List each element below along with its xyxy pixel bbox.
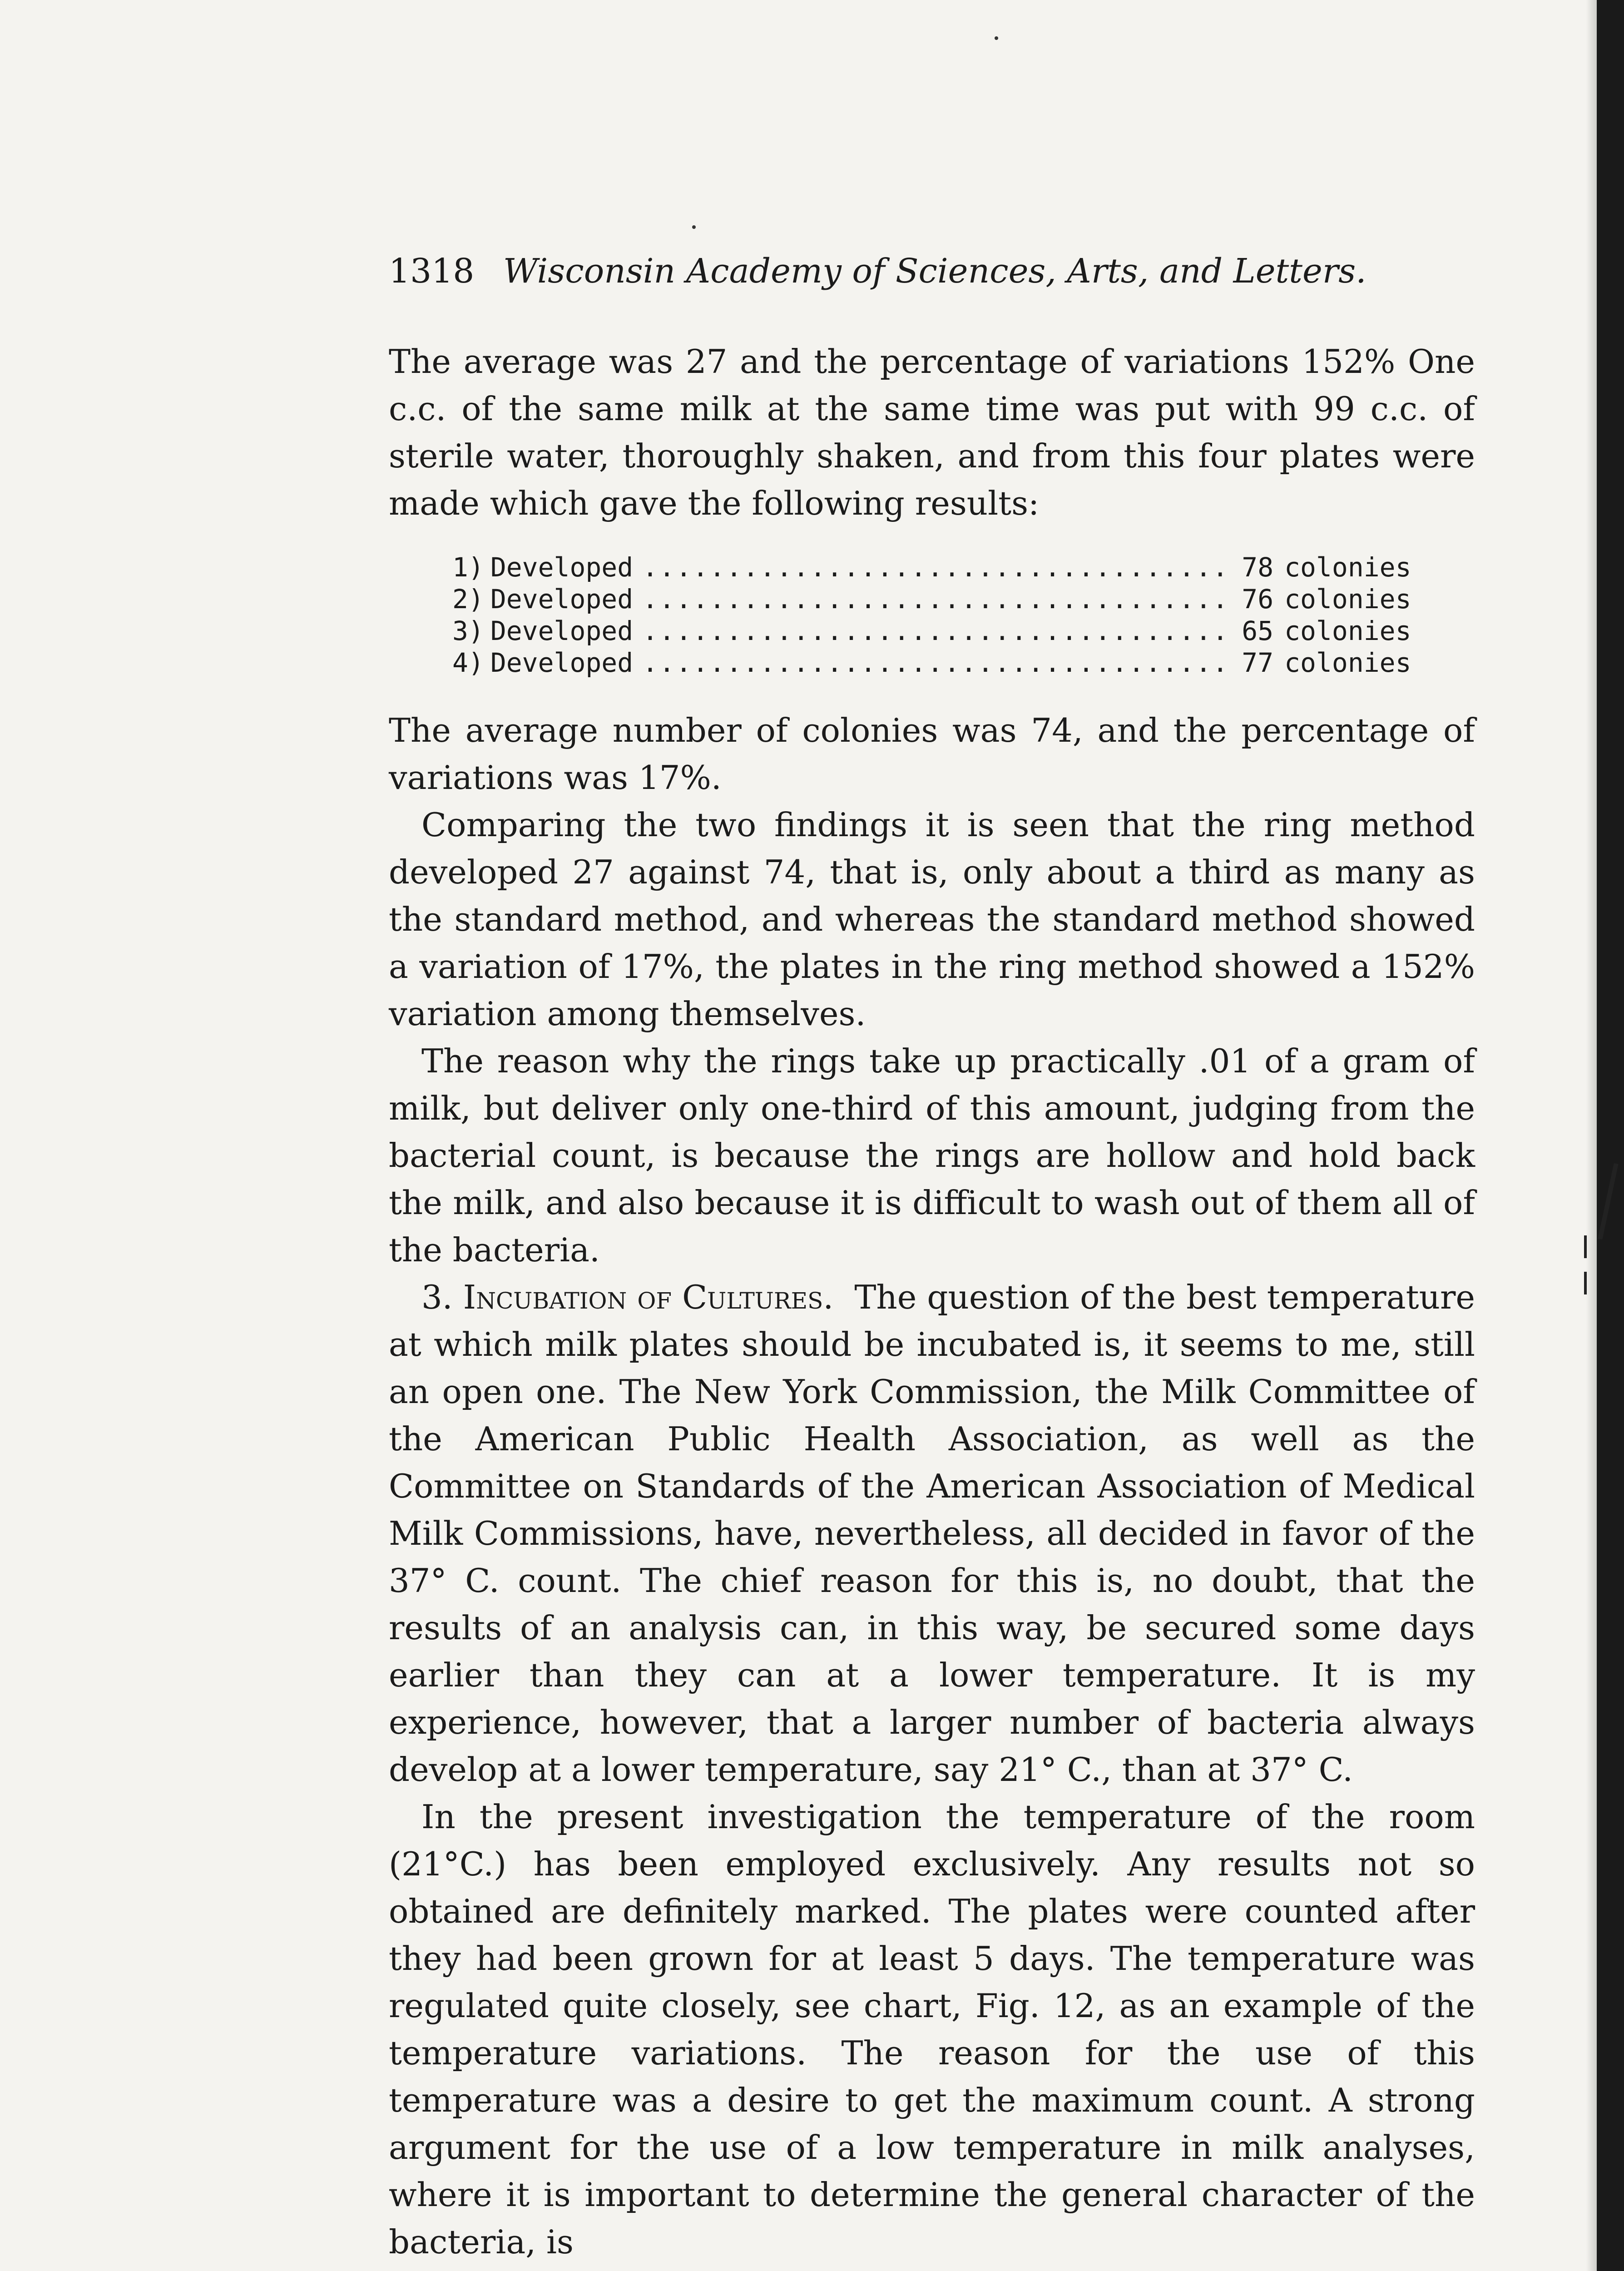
row-number: 1) [452, 552, 484, 583]
colony-unit: colonies [1284, 584, 1411, 615]
results-row [452, 551, 1411, 583]
page-edge-shadow [1586, 0, 1597, 2271]
scan-border [1597, 0, 1624, 2271]
paragraph: Comparing the two findings it is seen that the ring method developed 27 against 74, that is, only about a third as many as the standard method, and whereas the standard method showed a variation of 17%, the plates in the ring method showed a 152% variation among themselves. [389, 806, 1475, 1033]
dot-leader: ................................... [642, 615, 1229, 646]
dot-leader: ................................... [642, 584, 1229, 615]
row-label: Developed [490, 584, 634, 615]
margin-mark [1584, 1235, 1587, 1258]
page-number: 1318 [389, 252, 475, 291]
running-head [389, 252, 1475, 291]
margin-mark [1584, 1272, 1587, 1294]
scan-speck [995, 36, 998, 40]
results-row [452, 615, 1411, 647]
colony-count: 65 [1242, 615, 1274, 646]
row-number: 3) [452, 615, 484, 646]
colony-count: 77 [1242, 647, 1274, 678]
paragraph: The average was 27 and the percentage of variations 152% One c.c. of the same milk at the same time was put with 99 c.c. of sterile water, thoroughly shaken, and from this four plates were made which gave the following results: [389, 342, 1475, 522]
row-label: Developed [490, 615, 634, 646]
paragraph: The reason why the rings take up practically .01 of a gram of milk, but deliver only one-third of this amount, judging from the bacterial count, is because the rings are hollow and hold back the milk, and also because it is difficult to wash out of them all of the bacteria. [389, 1042, 1475, 1269]
section-heading: 3. Incubation of Cultures. [421, 1278, 834, 1316]
colony-unit: colonies [1284, 647, 1411, 678]
colony-count: 78 [1242, 552, 1274, 583]
paragraph: In the present investigation the temperature of the room (21°C.) has been employed exclusively. Any results not so obtained are definitely marked. The plates were counted after they had been grown for at least 5 days. The temperature was regulated quite closely, see chart, Fig. 12, as an example of the temperature variations. The reason for the use of this temperature was a desire to get the maximum count. A strong argument for the use of a low temperature in milk analyses, where it is important to determine the general character of the bacteria, is [389, 1798, 1475, 2261]
paragraph: The average number of colonies was 74, and the percentage of variations was 17%. [389, 711, 1475, 797]
row-label: Developed [490, 552, 634, 583]
dot-leader: ................................... [642, 552, 1229, 583]
colony-count: 76 [1242, 584, 1274, 615]
journal-title: Wisconsin Academy of Sciences, Arts, and Letters. [503, 252, 1367, 291]
results-row [452, 647, 1411, 679]
results-row [452, 583, 1411, 615]
colony-unit: colonies [1284, 615, 1411, 646]
row-number: 2) [452, 584, 484, 615]
results-list [452, 551, 1411, 679]
row-number: 4) [452, 647, 484, 678]
row-label: Developed [490, 647, 634, 678]
section-text: The question of the best temperature at which milk plates should be incubated is, it seems to me, still an open one. The New York Commission, the Milk Committee of the American Public Health Association, as well as the Committee on Standards of the American Association of Medical Milk Commissions, have, nevertheless, all decided in favor of the 37° C. count. The chief reason for this is, no doubt, that the results of an analysis can, in this way, be secured some days earlier than they can at a lower temperature. It is my experience, however, that a larger number of bacteria always develop at a lower temperature, say 21° C., than at 37° C. [389, 1278, 1475, 1789]
paragraph [389, 1274, 1475, 1793]
dot-leader: ................................... [642, 647, 1229, 678]
colony-unit: colonies [1284, 552, 1411, 583]
scan-speck [692, 225, 696, 229]
page-body [389, 254, 1475, 2266]
